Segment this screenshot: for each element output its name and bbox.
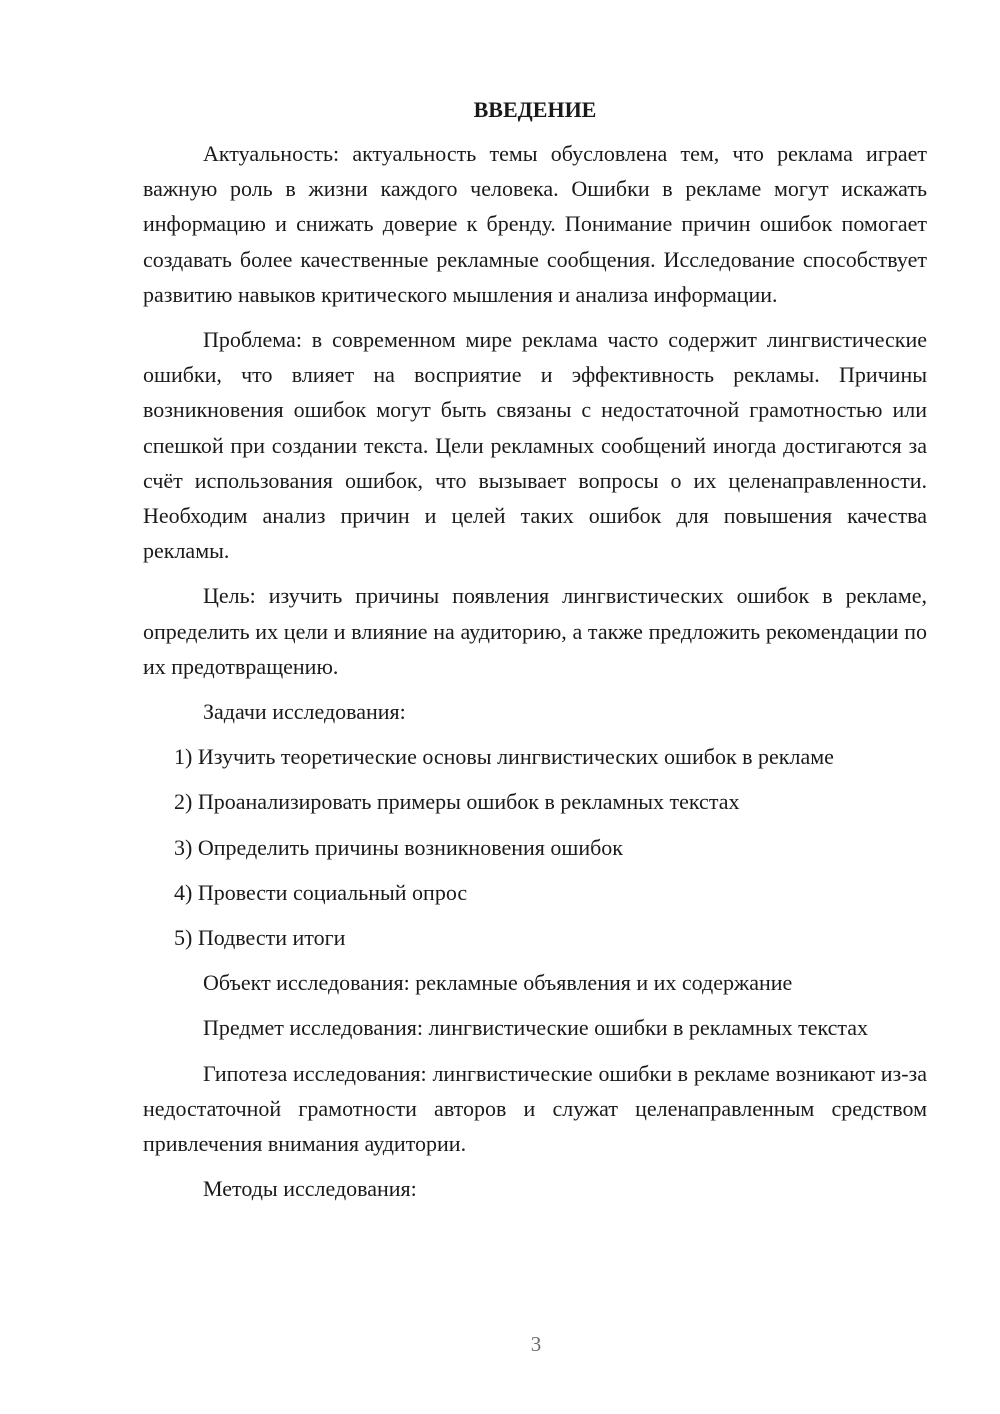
subject-paragraph: Предмет исследования: лингвистические ошибки в рекламных текстах [203,1015,869,1041]
methods-heading: Методы исследования: [203,1176,417,1202]
object-paragraph: Объект исследования: рекламные объявления и их содержание [203,970,793,996]
tasks-heading: Задачи исследования: [203,699,406,725]
task-item: 2) Проанализировать примеры ошибок в рекламных текстах [174,789,740,815]
goal-paragraph: Цель: изучить причины появления лингвистических ошибок в рекламе, определить их цели и влияние на аудиторию, а также предложить рекомендации по их предотвращению. [143,583,927,679]
section-title: ВВЕДЕНИЕ [473,97,597,122]
page-number: 3 [530,1332,542,1356]
problem-paragraph: Проблема: в современном мире реклама часто содержит лингвистические ошибки, что влияет на восприятие и эффективность рекламы. Причины возникновения ошибок могут быть связаны с недостаточной грамотностью или спешкой при создании текста. Цели рекламных сообщений иногда достигаются за счёт использования ошибок, что вызывает вопросы о их целенаправленности. Необходим анализ причин и целей таких ошибок для повышения качества рекламы. [143,327,927,564]
page-body [143,92,927,1216]
task-item: 5) Подвести итоги [174,925,346,951]
hypothesis-paragraph: Гипотеза исследования: лингвистические ошибки в рекламе возникают из-за недостаточной грамотности авторов и служат целенаправленным средством привлечения внимания аудитории. [143,1060,927,1157]
task-item: 4) Провести социальный опрос [174,879,468,905]
relevance-paragraph: Актуальность: актуальность темы обусловлена тем, что реклама играет важную роль в жизни каждого человека. Ошибки в рекламе могут искажать информацию и снижать доверие к бренду. Понимание причин ошибок помогает создавать более качественные рекламные сообщения. Исследование способствует развитию навыков критического мышления и анализа информации. [143,141,927,307]
task-item: 1) Изучить теоретические основы лингвистических ошибок в рекламе [174,744,834,770]
tasks-list [143,739,927,955]
task-item: 3) Определить причины возникновения ошибок [174,834,623,860]
